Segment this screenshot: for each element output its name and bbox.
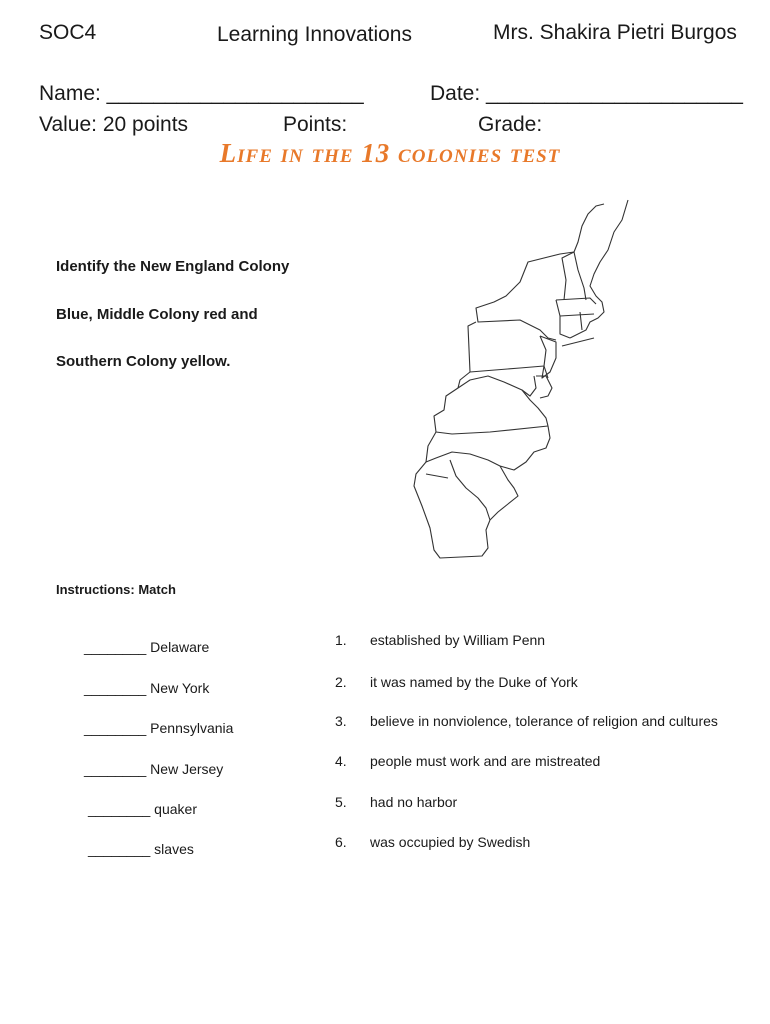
match-item-delaware[interactable]: ________ Delaware [84,639,210,655]
match-number: 2. [335,674,347,690]
match-number: 3. [335,713,347,729]
match-number: 5. [335,794,347,810]
match-number: 4. [335,753,347,769]
match-number: 1. [335,632,347,648]
match-answer: had no harbor [370,794,458,810]
value-label: Value: 20 points [39,113,189,136]
teacher-name: Mrs. Shakira Pietri Burgos [493,21,737,44]
match-answer: people must work and are mistreated [370,753,601,769]
match-item-quaker[interactable]: ________ quaker [88,801,197,817]
identify-line-1: Identify the New England Colony [56,258,290,275]
test-title: Life in the 13 colonies test [219,138,561,168]
points-label: Points: [283,113,348,136]
identify-line-2: Blue, Middle Colony red and [56,306,258,323]
match-answer: established by William Penn [370,632,546,648]
name-field[interactable]: Name: ______________________ [39,82,364,105]
school-name: Learning Innovations [217,23,412,46]
match-answer: believe in nonviolence, tolerance of religion and cultures [370,713,718,729]
match-instructions: Instructions: Match [56,582,176,597]
match-item-slaves[interactable]: ________ slaves [88,841,194,857]
match-answer: was occupied by Swedish [370,834,531,850]
match-item-pennsylvania[interactable]: ________ Pennsylvania [84,720,234,736]
match-number: 6. [335,834,347,850]
course-code: SOC4 [39,21,97,44]
date-field[interactable]: Date: ______________________ [430,82,743,105]
match-item-new-jersey[interactable]: ________ New Jersey [84,761,224,777]
grade-label: Grade: [478,113,543,136]
identify-line-3: Southern Colony yellow. [56,353,231,370]
match-item-new-york[interactable]: ________ New York [84,680,210,696]
match-answer: it was named by the Duke of York [370,674,578,690]
